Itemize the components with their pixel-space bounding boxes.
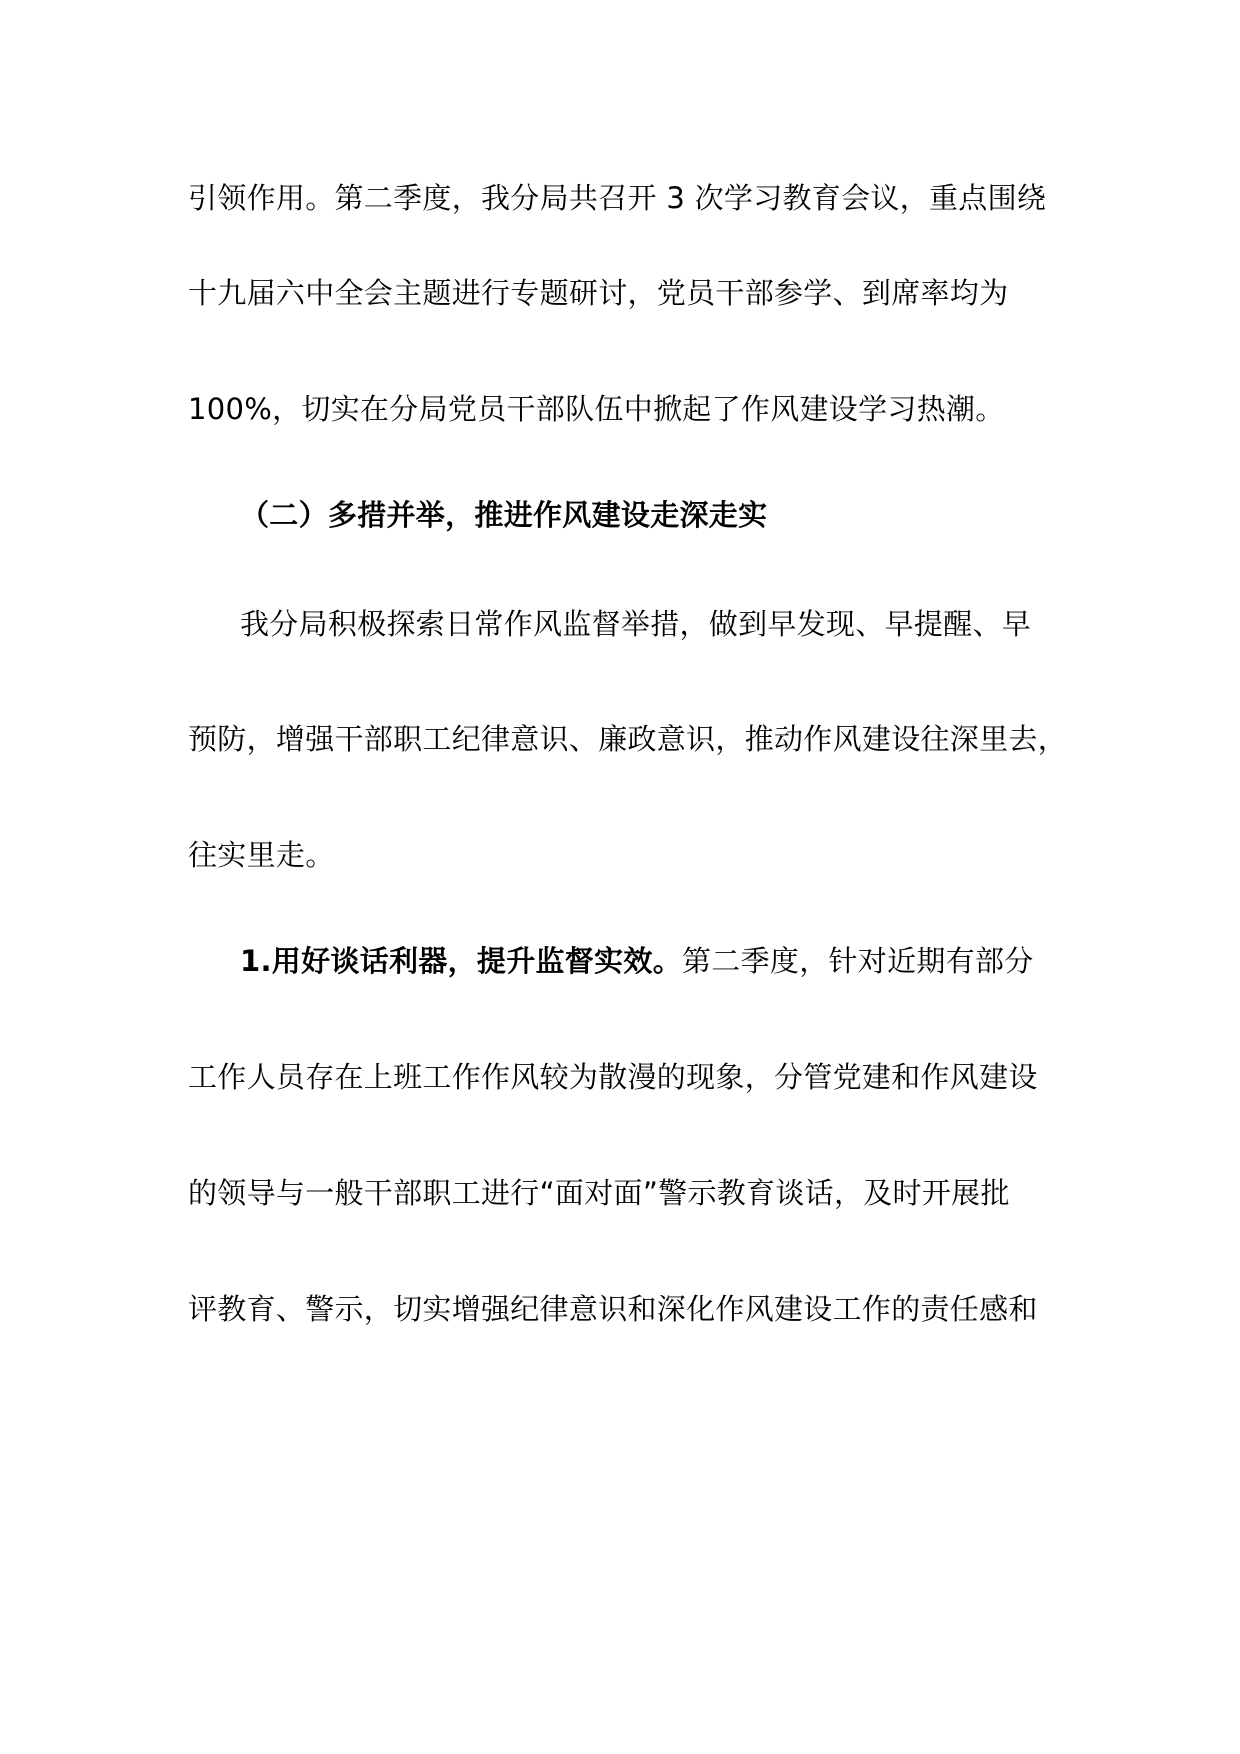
item-text: 第二季度，针对近期有部分: [682, 944, 1034, 978]
paragraph-line: 引领作用。第二季度，我分局共召开 3 次学习教育会议，重点围绕: [188, 181, 1047, 215]
section-heading: （二）多措并举，推进作风建设走深走实: [240, 498, 768, 532]
paragraph-line: 预防，增强干部职工纪律意识、廉政意识，推动作风建设往深里去，: [188, 722, 1068, 756]
paragraph-line: 评教育、警示，切实增强纪律意识和深化作风建设工作的责任感和: [188, 1292, 1038, 1326]
paragraph-line: 工作人员存在上班工作作风较为散漫的现象，分管党建和作风建设: [188, 1060, 1038, 1094]
paragraph-line: 十九届六中全会主题进行专题研讨，党员干部参学、到席率均为: [188, 276, 1009, 310]
item-line: [240, 941, 1034, 981]
paragraph-line: 我分局积极探索日常作风监督举措，做到早发现、早提醒、早: [240, 607, 1032, 641]
item-heading: 1.用好谈话利器，提升监督实效。: [240, 944, 682, 978]
paragraph-line: 100%，切实在分局党员干部队伍中掀起了作风建设学习热潮。: [188, 392, 1005, 426]
paragraph-line: 往实里走。: [188, 838, 335, 872]
paragraph-line: 的领导与一般干部职工进行“面对面”警示教育谈话，及时开展批: [188, 1176, 1010, 1210]
